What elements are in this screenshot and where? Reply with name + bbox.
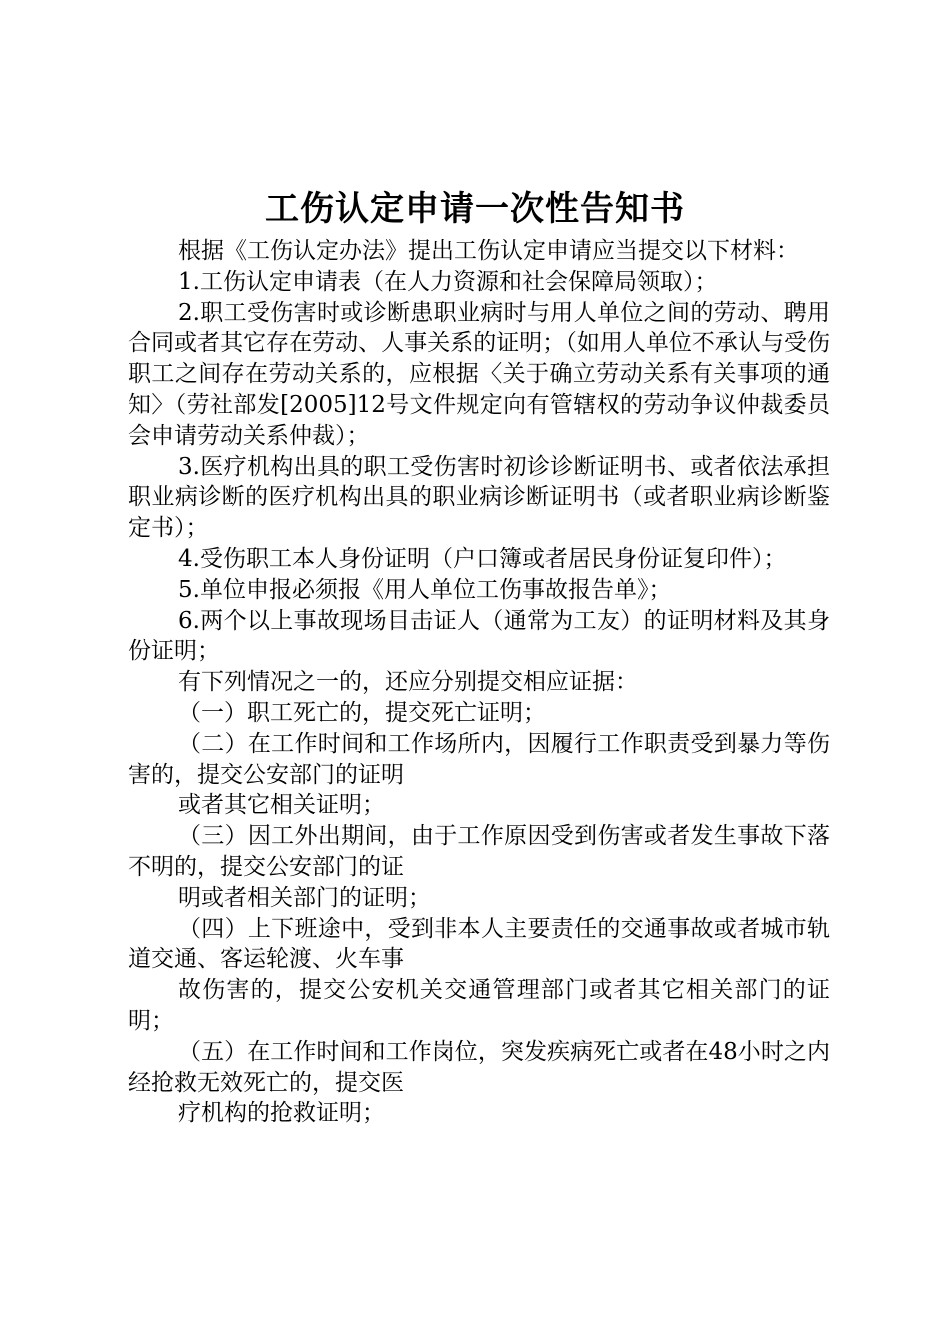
paragraph-condition-5: （五）在工作时间和工作岗位，突发疾病死亡或者在48小时之内经抢救无效死亡的，提交医 bbox=[128, 1038, 830, 1096]
paragraph-item-2: 2.职工受伤害时或诊断患职业病时与用人单位之间的劳动、聘用合同或者其它存在劳动、人事关系的证明；（如用人单位不承认与受伤职工之间存在劳动关系的，应根据〈关于确立劳动关系有关事项的通知〉（劳社部发[2005]12号文件规定向有管辖权的劳动争议仲裁委员会申请劳动关系仲裁）； bbox=[128, 299, 830, 449]
paragraph-item-4: 4.受伤职工本人身份证明（户口簿或者居民身份证复印件）； bbox=[178, 545, 787, 572]
paragraph-item-6: 6.两个以上事故现场目击证人（通常为工友）的证明材料及其身份证明； bbox=[128, 607, 830, 665]
document-title: 工伤认定申请一次性告知书 bbox=[265, 189, 685, 229]
paragraph-item-1: 1.工伤认定申请表（在人力资源和社会保障局领取）； bbox=[178, 268, 718, 295]
paragraph-condition-4: （四）上下班途中，受到非本人主要责任的交通事故或者城市轨道交通、客运轮渡、火车事 bbox=[128, 915, 830, 973]
paragraph-intro: 根据《工伤认定办法》提出工伤认定申请应当提交以下材料： bbox=[178, 238, 799, 264]
document-body bbox=[128, 236, 830, 1129]
paragraph-conditions-intro: 有下列情况之一的，还应分别提交相应证据： bbox=[178, 669, 638, 696]
paragraph-item-5: 5.单位申报必须报《用人单位工伤事故报告单》； bbox=[178, 576, 672, 603]
paragraph-condition-4-cont: 故伤害的，提交公安机关交通管理部门或者其它相关部门的证明； bbox=[128, 977, 830, 1034]
paragraph-condition-3-cont: 明或者相关部门的证明； bbox=[178, 884, 431, 911]
paragraph-condition-1: （一）职工死亡的，提交死亡证明； bbox=[178, 699, 546, 726]
paragraph-condition-3: （三）因工外出期间，由于工作原因受到伤害或者发生事故下落不明的，提交公安部门的证 bbox=[128, 823, 830, 880]
paragraph-condition-2: （二）在工作时间和工作场所内，因履行工作职责受到暴力等伤害的，提交公安部门的证明 bbox=[128, 730, 830, 788]
paragraph-condition-5-cont: 疗机构的抢救证明； bbox=[178, 1100, 385, 1127]
paragraph-condition-2-cont: 或者其它相关证明； bbox=[178, 792, 385, 819]
paragraph-item-3: 3.医疗机构出具的职工受伤害时初诊诊断证明书、或者依法承担职业病诊断的医疗机构出具的职业病诊断证明书（或者职业病诊断鉴定书）； bbox=[128, 453, 830, 542]
